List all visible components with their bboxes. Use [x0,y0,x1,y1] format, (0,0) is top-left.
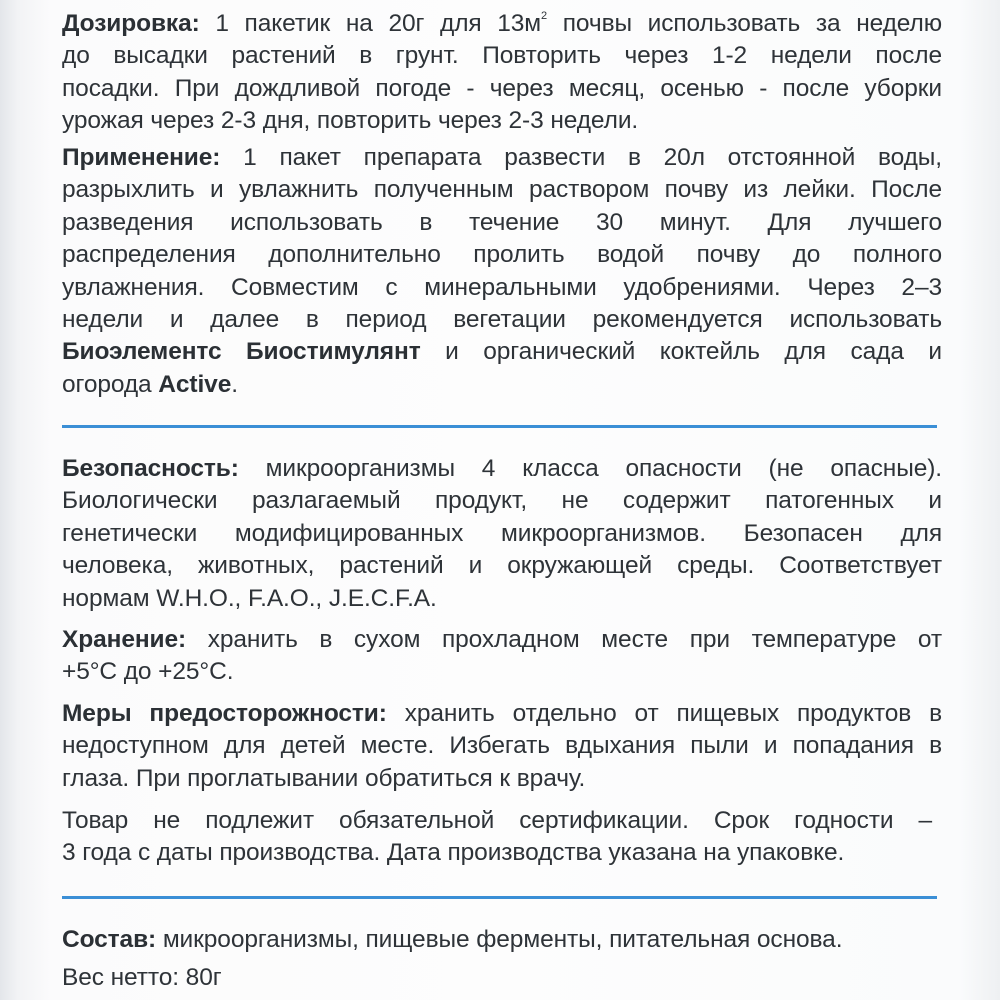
application-line-8: огорода Active. [62,370,238,398]
precautions-line-2: недоступном для детей месте. Избегать вдыхания пыли и попадания в [62,732,942,760]
storage-label: Хранение: [62,626,187,653]
storage-line-2: +5°С до +25°С. [62,658,234,686]
precautions-section [62,698,942,795]
application-line-4: распределения дополнительно пролить водой почву до полного [62,241,942,269]
dosage-line-2: до высадки растений в грунт. Повторить через 1-2 недели после [62,42,942,70]
storage-line-1: Хранение: хранить в сухом прохладном месте при температуре от [62,626,942,653]
precautions-label: Меры предосторожности: [62,700,387,727]
application-line-2: разрыхлить и увлажнить полученным раствором почву из лейки. После [62,176,942,204]
safety-section [62,453,942,615]
safety-line-2: Биологически разлагаемый продукт, не содержит патогенных и [62,487,942,515]
section-divider-bottom [62,896,937,899]
safety-label: Безопасность: [62,455,239,482]
safety-line-3: генетически модифицированных микроорганизмов. Безопасен для [62,519,942,547]
net-weight-line: Вес нетто: 80г [62,964,222,992]
product-name-active: Active [158,370,232,398]
certification-line-1: Товар не подлежит обязательной сертификации. Срок годности – [62,807,932,834]
section-divider-top [62,425,937,428]
dosage-section [62,0,942,138]
safety-line-4: человека, животных, растений и окружающей среды. Соответствует [62,552,942,580]
product-name-biostimulant: Биоэлементс Биостимулянт [62,338,421,366]
dosage-line-3: посадки. При дождливой погоде - через месяц, осенью - после уборки [62,74,942,102]
certification-section [62,805,932,870]
application-line-1: Применение: 1 пакет препарата развести в 20л отстоянной воды, [62,144,942,171]
safety-line-1: Безопасность: микроорганизмы 4 класса опасности (не опасные). [62,455,942,482]
safety-line-5: нормам W.H.O., F.A.O., J.E.C.F.A. [62,584,437,612]
composition-line: Состав: микроорганизмы, пищевые ферменты, питательная основа. [62,926,843,953]
dosage-label: Дозировка: [62,10,200,37]
application-section [62,142,942,401]
composition-label: Состав: [62,926,157,953]
precautions-line-3: глаза. При проглатывании обратиться к врачу. [62,764,586,792]
application-line-6: недели и далее в период вегетации рекомендуется использовать [62,306,942,334]
composition-section [62,924,942,995]
application-label: Применение: [62,144,221,171]
storage-section [62,624,942,689]
application-line-5: увлажнения. Совместим с минеральными удобрениями. Через 2–3 [62,273,942,301]
application-line-7: Биоэлементс Биостимулянт и органический коктейль для сада и [62,338,942,366]
application-line-3: разведения использовать в течение 30 минут. Для лучшего [62,208,942,236]
certification-line-2: 3 года с даты производства. Дата производства указана на упаковке. [62,839,845,867]
precautions-line-1: Меры предосторожности: хранить отдельно от пищевых продуктов в [62,700,942,727]
dosage-line-4: урожая через 2-3 дня, повторить через 2-3 недели. [62,107,639,135]
dosage-line-1: Дозировка: 1 пакетик на 20г для $13м^2$ почвы использовать за неделю [62,10,942,37]
